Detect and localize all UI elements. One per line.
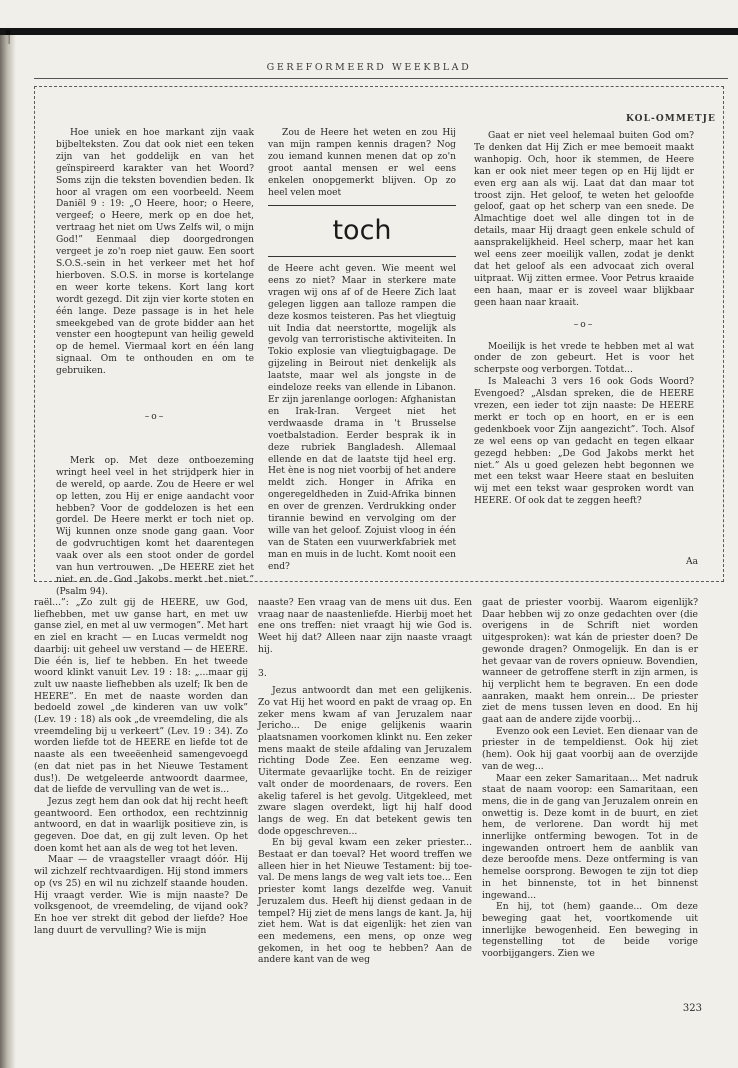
paragraph: Gaat er niet veel helemaal buiten God om? Te denken dat Hij Zich er mee bemoeit maakt wanhopig. Och, hoor ik stemmen, de Heere kan er ook niet meer tegen op en Hij lijdt er even erg aan als wij. Laat dat dan maar tot troost zijn. Het geloof, te weten het geloofde geloof, gaat op het scherp van een snede. De Almachtige doet wel alle dingen tot in de details, maar Hij draagt geen enkele schuld of aansprakelijkheid. Heel scherp, maar het kan wel eens zeer moeilijk vallen, zodat je denkt dat het geloof als een advocaat zich overal uitpraat. Wij zitten ermee. Voor Petrus kraaide een haan, maar er is zoveel waar blijkbaar geen haan naar kraait. <box>474 131 694 308</box>
heading-rule-bottom <box>268 256 456 257</box>
paragraph: Merk op. Met deze ontboezeming wringt heel veel in het strijdperk hier in de wereld, op aarde. Zou de Heere er wel op letten, zou Hij er enige aandacht voor hebben? Voor de goddelozen is het een gordel. De Heere merkt er toch niet op. Wij kunnen onze snode gang gaan. Voor de godvruchtigen komt het daarentegen vaak over als een stoot onder de gordel van hun vertrouwen. „De HEERE ziet het niet en de God Jakobs merkt het niet.” (Psalm 94). <box>56 455 254 597</box>
binding-shadow <box>0 35 16 1068</box>
paragraph: En hij, tot (hem) gaande... Om deze beweging gaat het, voortkomende uit innerlijke bewogenheid. Een beweging in tegenstelling tot de beide vorige voorbijgangers. Zien we <box>482 901 698 960</box>
lower-column-2 <box>258 597 472 966</box>
paragraph: Evenzo ook een Leviet. Een dienaar van de priester in de tempeldienst. Ook hij ziet (hem). Ook hij gaat voorbij aan de overzijde van de weg... <box>482 725 698 772</box>
paragraph: Is Maleachi 3 vers 16 ook Gods Woord? Evengoed? „Alsdan spreken, die de HEERE vrezen, een ieder tot zijn naaste: De HEERE merkt er toch op en hoort, en er is een gedenkboek voor Zijn aangezicht”. Toch. Alsof ze wel eens op van gedacht en tegen elkaar gezegd hebben: „De God Jakobs merkt het niet.” Als u goed gelezen hebt begonnen we met een tekst waar Heere staat en besluiten wij met een tekst waar gesproken wordt van HEERE. Of ook dat te zeggen heeft? <box>474 377 694 507</box>
box-column-1 <box>56 128 254 599</box>
paragraph: naaste? Een vraag van de mens uit dus. Een vraag naar de naastenliefde. Hierbij moet het ene ons treffen: niet vraagt hij wie God is. Weet hij dat? Alleen naar zijn naaste vraagt hij. <box>258 597 472 655</box>
paragraph: Maar een zeker Samaritaan... Met nadruk staat de naam voorop: een Samaritaan, een mens, die in de gang van Jeruzalem onrein en onwettig is. Deze komt in de buurt, en ziet hem, de verlorene. Dan wordt hij met innerlijke ontferming bewogen. Tot in de ingewanden ontroert hem de aanblik van deze beroofde mens. Deze ontferming is van hemelse oorsprong. Bewogen te zijn tot diep in het binnenste, tot in het binnenst ingewand... <box>482 772 698 901</box>
box-column-2b <box>268 264 456 574</box>
lower-column-1 <box>34 597 248 936</box>
box-column-3 <box>474 131 694 508</box>
heading-rule-top <box>268 205 456 206</box>
paragraph: gaat de priester voorbij. Waarom eigenlijk? Daar hebben wij zo onze gedachten over (die overigens in de Schrift niet worden uitgesproken): wat kán de priester doen? De gewonde dragen? Onmogelijk. En dan is er het gevaar van de rovers opnieuw. Bovendien, wanneer de getroffene sterft in zijn armen, is hij verplicht hem te begraven. En een dode aanraken, maakt hem onrein... De priester ziet de mens tussen leven en dood. En hij gaat aan de andere zijde voorbij... <box>482 597 698 726</box>
box-column-2a <box>268 128 456 199</box>
section-separator: –o– <box>573 319 595 330</box>
section-separator: –o– <box>144 412 166 423</box>
scan-top-bar <box>0 28 738 35</box>
header-rule <box>34 78 728 79</box>
author-signature: Aa <box>686 557 698 567</box>
paragraph: Hoe uniek en hoe markant zijn vaak bijbelteksten. Zou dat ook niet een teken zijn van het goddelijk en van het geïnspireerd karakter van het Woord? Soms zijn die teksten bovendien beden. Ik hoor al vragen om een voorbeeld. Neem Daniël 9 : 19: „O Heere, hoor; o Heere, vergeef; o Heere, merk op en doe het, vertraag het niet om Uws Zelfs wil, o mijn God!” Eenmaal diep doorgedrongen vergeet je zo'n roep niet gauw. Een soort S.O.S.-sein in het verkeer met het hof hierboven. S.O.S. in morse is kortelange en weer korte tekens. Kort lang kort wordt gezegd. Dit zijn vier korte stoten en één lange. Deze passage is in het hele smeekgebed van de grote bidder aan het venster een hoogtepunt van heilig geweld op de hemel. Viermaal kort en één lang signaal. Om te onthouden en om te gebruiken. <box>56 128 254 377</box>
paragraph: de Heere acht geven. Wie meent wel eens zo niet? Maar in sterkere mate vragen wij ons af of de Heere Zich laat gelegen liggen aan talloze rampen die deze kosmos teisteren. Pas het vliegtuig uit India dat neerstortte, mogelijk als gevolg van terroristische aktiviteiten. In Tokio explosie van vliegtuigbagage. De gijzeling in Beirout niet denkelijk als laatste, maar wel als jongste in de eindeloze reeks van ellende in Libanon. Er zijn jarenlange oorlogen: Afghanistan en Irak-Iran. Vergeet niet het verdwaasde drama in 't Brusselse voetbalstadion. Eerder besprak ik in deze rubriek Bangladesh. Allemaal ellende en dat de laatste tijd heel erg. Het ène is nog niet voorbij of het andere meldt zich. Honger in Afrika en ongeregeldheden in Zuid-Afrika binnen en over de grenzen. Verdrukking onder tirannie bewind en vervolging om der wille van het geloof. Zojuist vloog in één van de Staten een vuurwerkfabriek met man en muis in de lucht. Komt nooit een end? <box>268 264 456 572</box>
paragraph: Zou de Heere het weten en zou Hij van mijn rampen kennis dragen? Nog zou iemand kunnen menen dat op zo'n groot aantal mensen er wel eens enkelen onopgemerkt blijven. Op zo heel velen moet <box>268 128 456 198</box>
lower-column-3 <box>482 597 698 960</box>
running-header: GEREFORMEERD WEEKBLAD <box>266 62 472 73</box>
paragraph: En bij geval kwam een zeker priester... Bestaat er dan toeval? Het woord treffen we alleen hier in het Nieuwe Testament: bij toe-val. De mens langs de weg valt iets toe... Een priester komt langs dezelfde weg. Vanuit Jeruzalem dus. Heeft hij dienst gedaan in de tempel? Hij ziet de mens langs de kant. Ja, hij ziet hem. Wat is dat eigenlijk: het zien van een medemens, een mens, op onze weg gekomen, in het oog te hebben? Aan de andere kant van de weg <box>258 837 472 966</box>
paragraph: Jezus zegt hem dan ook dat hij recht heeft geantwoord. Een orthodox, een rechtzinnig antwoord, en dat in waarlijk positieve zin, is gegeven. Doe dat, en gij zult leven. Op het doen komt het aan als de weg tot het leven. <box>34 795 248 854</box>
paragraph: Maar — de vraagsteller vraagt dóór. Hij wil zichzelf rechtvaardigen. Hij stond immers op (vs 25) en wil nu zichzelf staande houden. Hij vraagt verder. Wie is mijn naaste? De volksgenoot, de vreemdeling, de vijand ook? En hoe ver strekt dit gebod der liefde? Hoe lang duurt de vervulling? Wie is mijn <box>34 854 248 936</box>
section-number: 3. <box>258 667 267 679</box>
paragraph: raël...”: „Zo zult gij de HEERE, uw God, liefhebben, met uw ganse hart, en met uw ganse ziel, en met al uw vermogen”. Met hart en ziel en kracht — en Lucas vermeldt nog daarbij: uit geheel uw verstand — de HEERE. Die één is, lief te hebben. En het tweede woord klinkt vanuit Lev. 19 : 18: „...maar gij zult uw naaste liefhebben als uzelf; Ik ben de HEERE”. En met de naaste worden dan bedoeld zowel „de kinderen van uw volk” (Lev. 19 : 18) als ook „de vreemdeling, die als vreemdeling bij u verkeert” (Lev. 19 : 34). Zo worden liefde tot de HEERE en liefde tot de naaste als een tweeëenheid samengevoegd (en dat niet pas in het Nieuwe Testament dus!). De wetgeleerde antwoordt daarmee, dat de liefde de vervulling van de wet is... <box>34 597 248 796</box>
article-heading: toch <box>332 215 392 246</box>
paragraph: Jezus antwoordt dan met een gelijkenis. Zo vat Hij het woord en pakt de vraag op. En zeker mens kwam af van Jeruzalem naar Jericho... De enige gelijkenis waarin plaatsnamen voorkomen klinkt nu. Een zeker mens maakt de steile afdaling van Jeruzalem richting Dode Zee. Een eenzame weg. Uitermate gevaarlijke tocht. En de reiziger valt onder de moordenaars, de rovers. Een akelig taferel is het gevolg. Uitgekleed, met zware slagen overdekt, ligt hij half dood langs de weg. En dat betekent gewis ten dode opgeschreven... <box>258 685 472 837</box>
paragraph: Moeilijk is het vrede te hebben met al wat onder de zon gebeurt. Het is voor het scherpste oog verborgen. Totdat... <box>474 341 694 376</box>
column-label: KOL-OMMETJE <box>625 114 716 124</box>
page-number: 323 <box>682 1003 702 1014</box>
